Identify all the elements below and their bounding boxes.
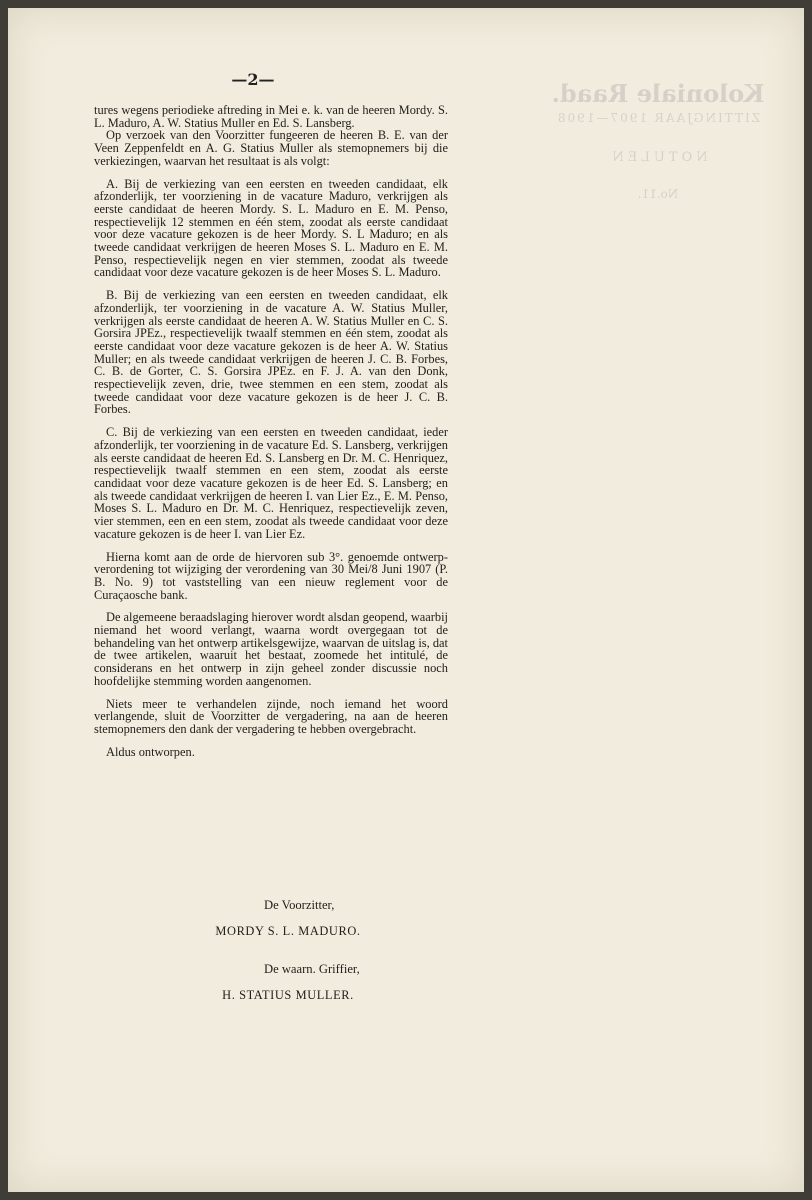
ghost-title: Koloniale Raad.: [551, 79, 765, 108]
body-text: [94, 104, 448, 768]
page-number: —2—: [231, 70, 275, 89]
closing-line: Aldus ontworpen.: [106, 744, 195, 759]
bleed-through-header: [508, 78, 804, 202]
paragraph-beraadslaging: De algemeene beraadslaging hierover wordt alsdan geopend, waarbij niemand het woord verlangt, waarna wordt overgegaan tot de behandeling van het ontwerp artikelsgewijze, waarvan de uitslag is, dat de twee artikelen, waaruit het bestaat, zoomede het intitulé, de considerans en het ontwerp in zijn geheel zonder discussie noch hoofdelijke stemming worden aangenomen.: [94, 610, 448, 688]
paragraph-vacature-b: B. Bij de verkiezing van een eersten en tweeden candidaat, elk afzonderlijk, ter voorziening in de vacature A. W. Statius Muller, verkrijgen als eerste candidaat de heeren A. W. Statius Muller en C. S. Gorsira JPEz., respectievelijk twaalf stemmen en één stem, zoodat als eerste candidaat voor deze vacature gekozen is de heer A. W. Statius Muller; en als tweede candidaat verkrijgen de heeren J. C. B. Forbes, C. B. de Gorter, C. S. Gorsira JPEz. en F. J. A. van den Donk, respectievelijk zeven, drie, twee stemmen en een stem, zoodat als tweede candidaat voor deze vacature gekozen is de heer J. C. B. Forbes.: [94, 288, 448, 417]
paragraph-stemopnemers: Op verzoek van den Voorzitter fungeeren de heeren B. E. van der Veen Zeppenfeldt en A. G. Statius Muller als stemopnemers bij die verkiezingen, waarvan het resultaat is als volgt:: [94, 128, 448, 168]
paragraph-vacature-a: A. Bij de verkiezing van een eersten en tweeden candidaat, elk afzonderlijk, ter voorziening in de vacature Maduro, verkrijgen als eerste candidaat de heeren Mordy. S. L. Maduro en E. M. Penso, respectievelijk 12 stemmen en één stem, zoodat als eerste candidaat voor deze vacature gekozen is de heer Mordy. S. L Maduro; en als tweede candidaat verkrijgen de heeren Moses S. L. Maduro en E. M. Penso, respectievelijk negen en vier stemmen, zoodat als tweede candidaat voor deze vacature gekozen is de heer Moses S. L. Maduro.: [94, 176, 448, 280]
paragraph-continuation: tures wegens periodieke aftreding in Mei e. k. van de heeren Mordy. S. L. Maduro, A. W. Statius Muller en Ed. S. Lansberg.: [94, 103, 448, 130]
paragraph-sluiting: Niets meer te verhandelen zijnde, noch iemand het woord verlangende, sluit de Voorzitter de vergadering, na aan de heeren stemopnemers den dank der vergadering te hebben overgebracht.: [94, 696, 448, 736]
ghost-number: No.11.: [637, 187, 679, 202]
chair-role: De Voorzitter,: [264, 898, 335, 912]
document-page: [8, 8, 804, 1192]
ghost-session: ZITTINGJAAR 1907—1908: [555, 111, 761, 126]
paragraph-ontwerp-verordening: Hierna komt aan de orde de hiervoren sub 3°. genoemde ontwerp-verordening tot wijziging der verordening van 30 Mei/8 Juni 1907 (P. B. No. 9) tot vaststelling van een nieuw reglement voor de Curaçaosche bank.: [94, 549, 448, 602]
clerk-role: De waarn. Griffier,: [264, 962, 360, 976]
chair-name: MORDY S. L. MADURO.: [215, 924, 361, 938]
ghost-notulen: NOTULEN: [608, 149, 708, 165]
paragraph-vacature-c: C. Bij de verkiezing van een eersten en tweeden candidaat, ieder afzonderlijk, ter voorziening in de vacature Ed. S. Lansberg, verkrijgen als eerste candidaat de heeren Ed. S. Lansberg en Dr. M. C. Henriquez, respectievelijk twaalf stemmen en een stem, zoodat als eerste candidaat voor deze vacature gekozen is de heer Ed. S. Lansberg; en als tweede candidaat verkrijgen de heeren I. van Lier Ez., E. M. Penso, Moses S. L. Maduro en Dr. M. C. Henriquez, respectievelijk zeven, vier stemmen, een en een stem, zoodat als tweede candidaat voor deze vacature gekozen is de heer I. van Lier Ez.: [94, 425, 448, 541]
clerk-name: H. STATIUS MULLER.: [222, 988, 354, 1002]
